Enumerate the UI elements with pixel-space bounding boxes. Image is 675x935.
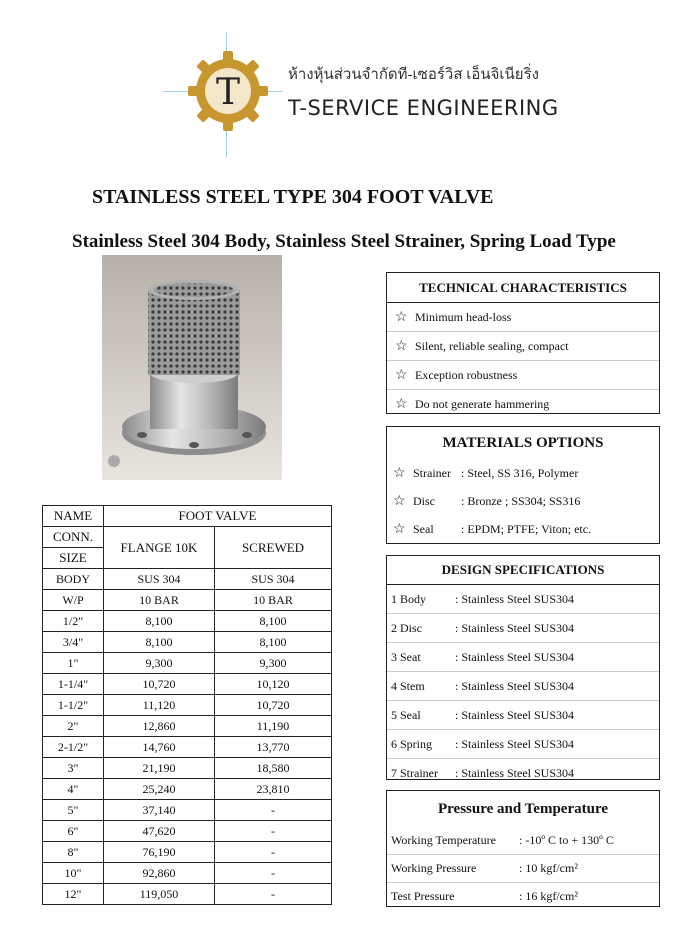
flange-price-cell: 10 BAR [104, 590, 215, 611]
screwed-price-cell: 13,770 [215, 737, 332, 758]
star-icon: ☆ [395, 310, 408, 325]
table-row [43, 569, 332, 590]
size-cell: 1-1/4" [43, 674, 104, 695]
table-row [43, 611, 332, 632]
table-row [43, 695, 332, 716]
screwed-price-cell: - [215, 842, 332, 863]
star-icon: ☆ [393, 466, 406, 481]
technical-item: ☆ Minimum head-loss [387, 303, 659, 332]
size-cell: 1-1/2" [43, 695, 104, 716]
size-cell: 2" [43, 716, 104, 737]
size-cell: 12" [43, 884, 104, 905]
size-cell: 2-1/2" [43, 737, 104, 758]
flange-price-cell: 25,240 [104, 779, 215, 800]
size-cell: 8" [43, 842, 104, 863]
name-value: FOOT VALVE [104, 506, 332, 527]
table-row [43, 863, 332, 884]
screwed-price-cell: 10,720 [215, 695, 332, 716]
flange-price-cell: 8,100 [104, 632, 215, 653]
size-cell: 1/2" [43, 611, 104, 632]
material-item: ☆ Strainer : Steel, SS 316, Polymer [387, 459, 659, 487]
size-cell: BODY [43, 569, 104, 590]
design-item: 5 Seal : Stainless Steel SUS304 [387, 701, 659, 730]
company-thai-name: ห้างหุ้นส่วนจำกัดที-เซอร์วิส เอ็นจิเนียริ่ง [288, 67, 539, 83]
design-item: 4 Stem : Stainless Steel SUS304 [387, 672, 659, 701]
page-subtitle: Stainless Steel 304 Body, Stainless Steel Strainer, Spring Load Type [72, 231, 616, 252]
table-row [43, 590, 332, 611]
size-cell: 1" [43, 653, 104, 674]
technical-item: ☆ Do not generate hammering [387, 390, 659, 418]
gear-logo-icon [187, 50, 269, 132]
col-flange-header: FLANGE 10K [104, 527, 215, 569]
screwed-price-cell: 8,100 [215, 611, 332, 632]
size-label: SIZE [43, 548, 104, 569]
table-row [43, 821, 332, 842]
flange-price-cell: 92,860 [104, 863, 215, 884]
flange-price-cell: 119,050 [104, 884, 215, 905]
screwed-price-cell: 8,100 [215, 632, 332, 653]
design-item: 2 Disc : Stainless Steel SUS304 [387, 614, 659, 643]
size-cell: 3/4" [43, 632, 104, 653]
table-row [43, 800, 332, 821]
star-icon: ☆ [393, 522, 406, 537]
table-row [43, 737, 332, 758]
size-cell: 10" [43, 863, 104, 884]
flange-price-cell: 21,190 [104, 758, 215, 779]
flange-price-cell: 14,760 [104, 737, 215, 758]
design-item: 1 Body : Stainless Steel SUS304 [387, 585, 659, 614]
flange-price-cell: 76,190 [104, 842, 215, 863]
flange-price-cell: 10,720 [104, 674, 215, 695]
size-cell: 6" [43, 821, 104, 842]
screwed-price-cell: - [215, 863, 332, 884]
page-title: STAINLESS STEEL TYPE 304 FOOT VALVE [92, 186, 494, 208]
screwed-price-cell: 10,120 [215, 674, 332, 695]
size-cell: 3" [43, 758, 104, 779]
material-item: ☆ Seal : EPDM; PTFE; Viton; etc. [387, 515, 659, 543]
materials-options-panel [386, 426, 660, 544]
logo-letter: T [215, 72, 241, 113]
screwed-price-cell: 10 BAR [215, 590, 332, 611]
star-icon: ☆ [395, 368, 408, 383]
design-title: DESIGN SPECIFICATIONS [387, 556, 659, 585]
material-item: ☆ Disc : Bronze ; SS304; SS316 [387, 487, 659, 515]
size-cell: W/P [43, 590, 104, 611]
pressure-temperature-panel [386, 790, 660, 907]
flange-price-cell: 8,100 [104, 611, 215, 632]
flange-price-cell: 11,120 [104, 695, 215, 716]
table-row [43, 632, 332, 653]
technical-item: ☆ Silent, reliable sealing, compact [387, 332, 659, 361]
design-specifications-panel [386, 555, 660, 780]
screwed-price-cell: - [215, 821, 332, 842]
flange-price-cell: 37,140 [104, 800, 215, 821]
technical-item: ☆ Exception robustness [387, 361, 659, 390]
name-label: NAME [43, 506, 104, 527]
screwed-price-cell: 11,190 [215, 716, 332, 737]
technical-title: TECHNICAL CHARACTERISTICS [387, 273, 659, 303]
foot-valve-photo [102, 255, 282, 480]
flange-price-cell: 47,620 [104, 821, 215, 842]
pressure-item: Working Pressure : 10 kgf/cm² [387, 855, 659, 883]
design-item: 6 Spring : Stainless Steel SUS304 [387, 730, 659, 759]
size-cell: 4" [43, 779, 104, 800]
screwed-price-cell: 18,580 [215, 758, 332, 779]
design-item: 7 Strainer : Stainless Steel SUS304 [391, 766, 575, 780]
pressure-title: Pressure and Temperature [437, 801, 608, 817]
flange-price-cell: 12,860 [104, 716, 215, 737]
flange-price-cell: 9,300 [104, 653, 215, 674]
table-row [43, 779, 332, 800]
star-icon: ☆ [395, 397, 408, 412]
flange-price-cell: SUS 304 [104, 569, 215, 590]
pressure-item: Working Temperature : -10º C to + 130º C [387, 827, 659, 855]
col-screwed-header: SCREWED [215, 527, 332, 569]
table-row [43, 842, 332, 863]
company-name: T-SERVICE ENGINEERING [288, 96, 559, 120]
screwed-price-cell: SUS 304 [215, 569, 332, 590]
design-item: 3 Seat : Stainless Steel SUS304 [387, 643, 659, 672]
screwed-price-cell: - [215, 884, 332, 905]
star-icon: ☆ [395, 339, 408, 354]
screwed-price-cell: 23,810 [215, 779, 332, 800]
star-icon: ☆ [393, 494, 406, 509]
table-row [43, 653, 332, 674]
screwed-price-cell: 9,300 [215, 653, 332, 674]
price-table [42, 505, 332, 905]
pressure-item: Test Pressure : 16 kgf/cm² [391, 889, 578, 903]
technical-characteristics-panel [386, 272, 660, 414]
materials-title: MATERIALS OPTIONS [442, 435, 604, 451]
table-row [43, 884, 332, 905]
screwed-price-cell: - [215, 800, 332, 821]
table-row [43, 674, 332, 695]
table-row [43, 758, 332, 779]
size-cell: 5" [43, 800, 104, 821]
conn-label: CONN. [43, 527, 104, 548]
table-row [43, 716, 332, 737]
